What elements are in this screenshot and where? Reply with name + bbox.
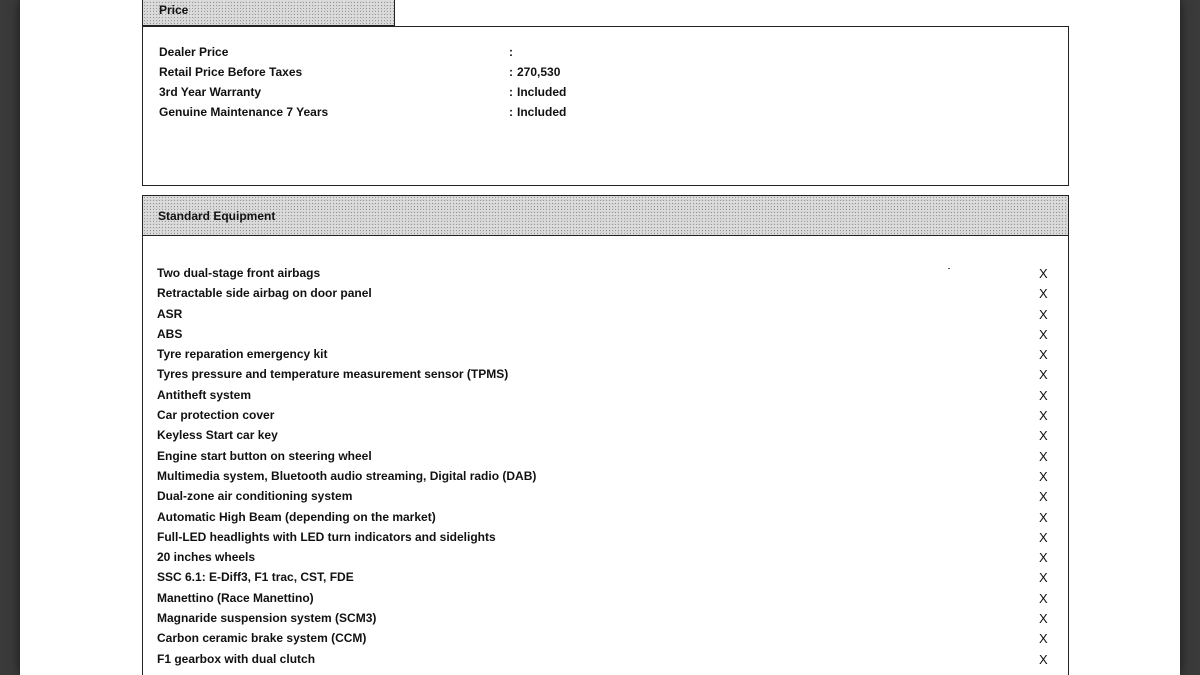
equipment-item	[143, 652, 1068, 672]
equipment-item	[143, 550, 1068, 570]
equipment-item	[143, 570, 1068, 590]
price-row-maintenance	[159, 105, 1039, 125]
equipment-item	[143, 428, 1068, 448]
included-mark: X	[1039, 631, 1048, 647]
equipment-item-label: Dual-zone air conditioning system	[157, 489, 353, 504]
standard-equipment-header	[143, 196, 1068, 236]
equipment-item	[143, 469, 1068, 489]
included-mark: X	[1039, 590, 1048, 606]
equipment-item-label: F1 gearbox with dual clutch	[157, 651, 316, 666]
included-mark: X	[1039, 611, 1048, 627]
included-mark: X	[1039, 651, 1048, 667]
equipment-item	[143, 367, 1068, 387]
equipment-item	[143, 347, 1068, 367]
equipment-item-label: Tyre reparation emergency kit	[157, 347, 328, 362]
equipment-item-label: Magnaride suspension system (SCM3)	[157, 611, 377, 626]
included-mark: X	[1039, 306, 1048, 322]
included-mark: X	[1039, 570, 1048, 586]
equipment-item	[143, 286, 1068, 306]
price-label: Genuine Maintenance 7 Years	[159, 105, 329, 119]
equipment-item	[143, 489, 1068, 509]
included-mark: X	[1039, 489, 1048, 505]
price-value: Included	[517, 85, 567, 99]
equipment-item-label: Full-LED headlights with LED turn indicators and sidelights	[157, 529, 496, 544]
equipment-item-label: SSC 6.1: E-Diff3, F1 trac, CST, FDE	[157, 570, 354, 585]
price-row-warranty	[159, 85, 1039, 105]
equipment-item-label: ASR	[157, 306, 183, 321]
standard-equipment-title: Standard Equipment	[158, 209, 276, 223]
equipment-item-label: Carbon ceramic brake system (CCM)	[157, 631, 367, 646]
price-row-dealer	[159, 45, 1039, 65]
equipment-item	[143, 388, 1068, 408]
equipment-item-label: Multimedia system, Bluetooth audio streaming, Digital radio (DAB)	[157, 468, 537, 483]
price-value: 270,530	[517, 65, 561, 79]
equipment-item	[143, 631, 1068, 651]
equipment-item	[143, 307, 1068, 327]
included-mark: X	[1039, 509, 1048, 525]
included-mark: X	[1039, 468, 1048, 484]
equipment-item	[143, 611, 1068, 631]
included-mark: X	[1039, 367, 1048, 383]
equipment-item-label: 20 inches wheels	[157, 550, 256, 565]
equipment-item	[143, 449, 1068, 469]
included-mark: X	[1039, 428, 1048, 444]
equipment-item	[143, 530, 1068, 550]
price-label: Retail Price Before Taxes	[159, 65, 303, 79]
price-label: Dealer Price	[159, 45, 229, 59]
included-mark: X	[1039, 408, 1048, 424]
price-row-retail	[159, 65, 1039, 85]
equipment-item	[143, 266, 1068, 286]
included-mark: X	[1039, 387, 1048, 403]
equipment-item-label: Retractable side airbag on door panel	[157, 286, 372, 301]
equipment-item-label: Tyres pressure and temperature measurement sensor (TPMS)	[157, 367, 509, 382]
included-mark: X	[1039, 529, 1048, 545]
equipment-item-label: ABS	[157, 326, 183, 341]
price-colon: :	[509, 65, 513, 79]
equipment-item-label: Antitheft system	[157, 387, 252, 402]
price-colon: :	[509, 45, 513, 59]
price-colon: :	[509, 105, 513, 119]
included-mark: X	[1039, 286, 1048, 302]
included-mark: X	[1039, 326, 1048, 342]
equipment-item-label: Car protection cover	[157, 408, 275, 423]
equipment-item	[143, 591, 1068, 611]
included-mark: X	[1039, 347, 1048, 363]
equipment-item-label: Two dual-stage front airbags	[157, 266, 321, 280]
equipment-item	[143, 408, 1068, 428]
price-label: 3rd Year Warranty	[159, 85, 262, 99]
price-section-tab	[142, 0, 395, 26]
document-page	[20, 0, 1180, 675]
included-mark: X	[1039, 266, 1048, 281]
price-value: Included	[517, 105, 567, 119]
price-colon: :	[509, 85, 513, 99]
equipment-item	[143, 510, 1068, 530]
price-section-title: Price	[159, 3, 189, 17]
standard-equipment-section	[142, 195, 1069, 675]
equipment-item-label: Manettino (Race Manettino)	[157, 590, 314, 605]
equipment-item-label: Automatic High Beam (depending on the market)	[157, 509, 436, 524]
included-mark: X	[1039, 550, 1048, 566]
price-section	[142, 26, 1069, 186]
included-mark: X	[1039, 448, 1048, 464]
equipment-item	[143, 327, 1068, 347]
equipment-item-label: Keyless Start car key	[157, 428, 278, 443]
equipment-item-label: Engine start button on steering wheel	[157, 448, 372, 463]
equipment-list	[143, 266, 1068, 672]
